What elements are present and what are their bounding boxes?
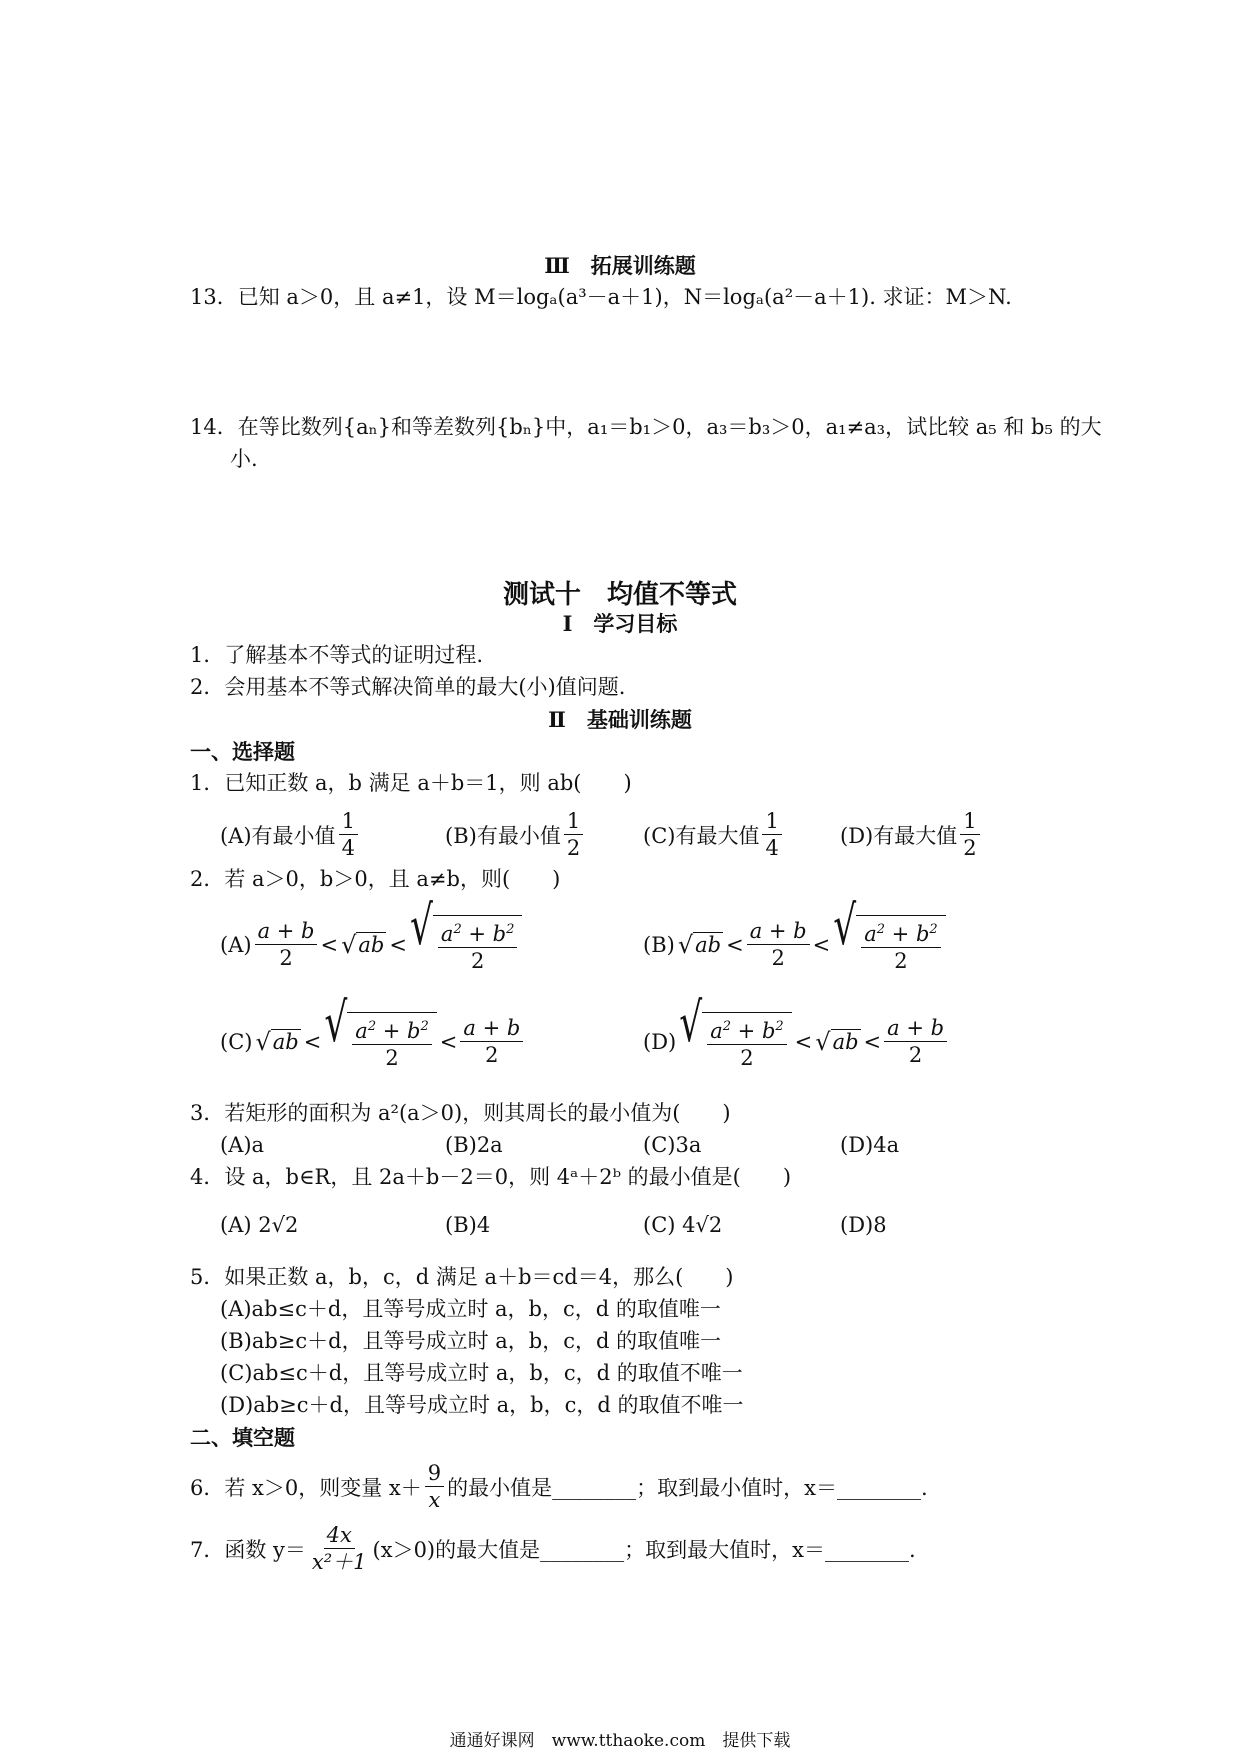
less-than: < [439, 1029, 458, 1054]
less-than: < [794, 1029, 813, 1054]
sqrt-mean-square: √ $a^2 + b^2$ 2 [833, 915, 945, 974]
q1-option-c-num: 1 [762, 808, 781, 835]
less-than: < [303, 1029, 322, 1054]
frac-a-plus-b-over-2: a + b 2 [884, 1015, 947, 1068]
q6-fraction [425, 1460, 444, 1513]
frac-den: 2 [279, 946, 293, 970]
q4-option-d: (D)8 [840, 1213, 887, 1237]
question-14-line2: 小. [230, 447, 258, 471]
q6-post: 的最小值是________；取到最小值时，x＝________. [447, 1475, 928, 1500]
q5-option-b: (B)ab≥c＋d，且等号成立时 a，b，c，d 的取值唯一 [220, 1329, 722, 1353]
q7-fraction [309, 1522, 370, 1575]
q5-option-c: (C)ab≤c＋d，且等号成立时 a，b，c，d 的取值不唯一 [220, 1361, 743, 1385]
q1-option-a [220, 808, 361, 861]
sqrt-mean-square: √ $a^2 + b^2$ 2 [410, 915, 522, 974]
sqrt-ab: √ ab [255, 1027, 299, 1056]
q3-option-d: (D)4a [840, 1133, 900, 1157]
q2-option-b-label: (B) [643, 932, 675, 957]
question-3: 3．若矩形的面积为 a²(a＞0)，则其周长的最小值为( ) [190, 1101, 731, 1125]
q7-den: x²＋1 [311, 1550, 367, 1574]
q2-option-b [643, 895, 949, 974]
extension-heading: Ⅲ 拓展训练题 [544, 253, 696, 278]
q1-option-c [643, 808, 785, 861]
q4-option-b: (B)4 [445, 1213, 491, 1237]
question-14-line1: 14．在等比数列{aₙ}和等差数列{bₙ}中，a₁＝b₁＞0，a₃＝b₃＞0，a₁≠a₃，试比较 a₅ 和 b₅ 的大 [190, 415, 1102, 439]
q2-option-d [643, 992, 950, 1071]
sqrt-ab: √ ab [341, 930, 385, 959]
section-choice: 一、选择题 [190, 739, 295, 764]
question-5: 5．如果正数 a，b，c，d 满足 a＋b＝cd＝4，那么( ) [190, 1265, 734, 1289]
frac-a-plus-b-over-2: a + b 2 [747, 918, 810, 971]
sqrt-mean-square: √ $a^2 + b^2$ 2 [324, 1012, 436, 1071]
q2-option-d-label: (D) [643, 1029, 677, 1054]
goal-2: 2．会用基本不等式解决简单的最大(小)值问题. [190, 675, 626, 699]
test-title: 测试十 均值不等式 [502, 580, 737, 610]
sqrt-ab: √ ab [677, 930, 722, 959]
goal-heading: Ⅰ 学习目标 [562, 611, 678, 636]
q5-option-d: (D)ab≥c＋d，且等号成立时 a，b，c，d 的取值不唯一 [220, 1393, 744, 1417]
q1-option-a-den: 4 [341, 836, 355, 860]
q6-den: x [428, 1488, 441, 1512]
q3-option-c: (C)3a [643, 1133, 702, 1157]
less-than: < [812, 932, 831, 957]
q7-pre: 7．函数 y＝ [190, 1537, 306, 1562]
less-than: < [389, 932, 407, 957]
q1-option-d-label: (D)有最大值 [840, 823, 958, 848]
q7-num: 4x [324, 1522, 355, 1549]
q2-option-c-label: (C) [220, 1029, 253, 1054]
q7-post: (x＞0)的最大值是________；取到最大值时，x＝________. [372, 1537, 916, 1562]
sqrt-ab: √ ab [815, 1027, 859, 1056]
section-fill-blank: 二、填空题 [190, 1425, 295, 1450]
q6-pre: 6．若 x＞0，则变量 x＋ [190, 1475, 422, 1500]
page-footer: 通通好课网 www.tthaoke.com 提供下载 [449, 1731, 791, 1751]
q1-option-b-den: 2 [566, 836, 581, 860]
q5-option-a: (A)ab≤c＋d，且等号成立时 a，b，c，d 的取值唯一 [220, 1297, 721, 1321]
q1-option-d [840, 808, 983, 861]
frac-a-plus-b-over-2: a + b 2 [460, 1015, 523, 1068]
question-6 [190, 1460, 928, 1513]
question-4: 4．设 a，b∈R，且 2a＋b－2＝0，则 4ᵃ＋2ᵇ 的最小值是( ) [190, 1165, 792, 1189]
less-than: < [726, 932, 744, 957]
q3-option-a: (A)a [220, 1133, 265, 1157]
q3-option-b: (B)2a [445, 1133, 503, 1157]
frac-a-plus-b-over-2 [255, 918, 318, 971]
q1-option-c-den: 4 [765, 836, 779, 860]
q1-option-b-num: 1 [564, 808, 583, 835]
basic-heading: Ⅱ 基础训练题 [548, 707, 692, 732]
question-1: 1．已知正数 a，b 满足 a＋b＝1，则 ab( ) [190, 771, 632, 795]
question-7 [190, 1522, 916, 1575]
q1-option-c-label: (C)有最大值 [643, 823, 760, 848]
goal-1: 1．了解基本不等式的证明过程. [190, 643, 484, 667]
q1-option-d-num: 1 [960, 808, 979, 835]
sqrt-mean-square: √ $a^2 + b^2$ 2 [679, 1012, 791, 1071]
q2-option-a [220, 895, 525, 974]
q6-num: 9 [425, 1460, 444, 1487]
q4-option-a: (A) 2√2 [220, 1213, 299, 1237]
question-13: 13．已知 a＞0，且 a≠1，设 M＝logₐ(a³－a＋1)，N＝logₐ(a²－a＋1). 求证：M＞N. [190, 285, 1012, 309]
q1-option-d-den: 2 [963, 836, 977, 860]
less-than: < [863, 1029, 882, 1054]
less-than: < [320, 932, 339, 957]
q1-option-a-label: (A)有最小值 [220, 823, 336, 848]
q1-option-a-num: 1 [339, 808, 358, 835]
frac-num: a + b [255, 918, 318, 945]
q1-option-d-fraction [960, 808, 979, 861]
q1-option-b-fraction [564, 808, 583, 861]
q4-option-c: (C) 4√2 [643, 1213, 723, 1237]
q2-option-c [220, 992, 526, 1071]
q2-option-a-label: (A) [220, 932, 252, 957]
q1-option-c-fraction [762, 808, 781, 861]
question-2: 2．若 a＞0，b＞0，且 a≠b，则( ) [190, 867, 561, 891]
q1-option-a-fraction [339, 808, 358, 861]
q1-option-b-label: (B)有最小值 [445, 823, 561, 848]
q1-option-b [445, 808, 586, 861]
